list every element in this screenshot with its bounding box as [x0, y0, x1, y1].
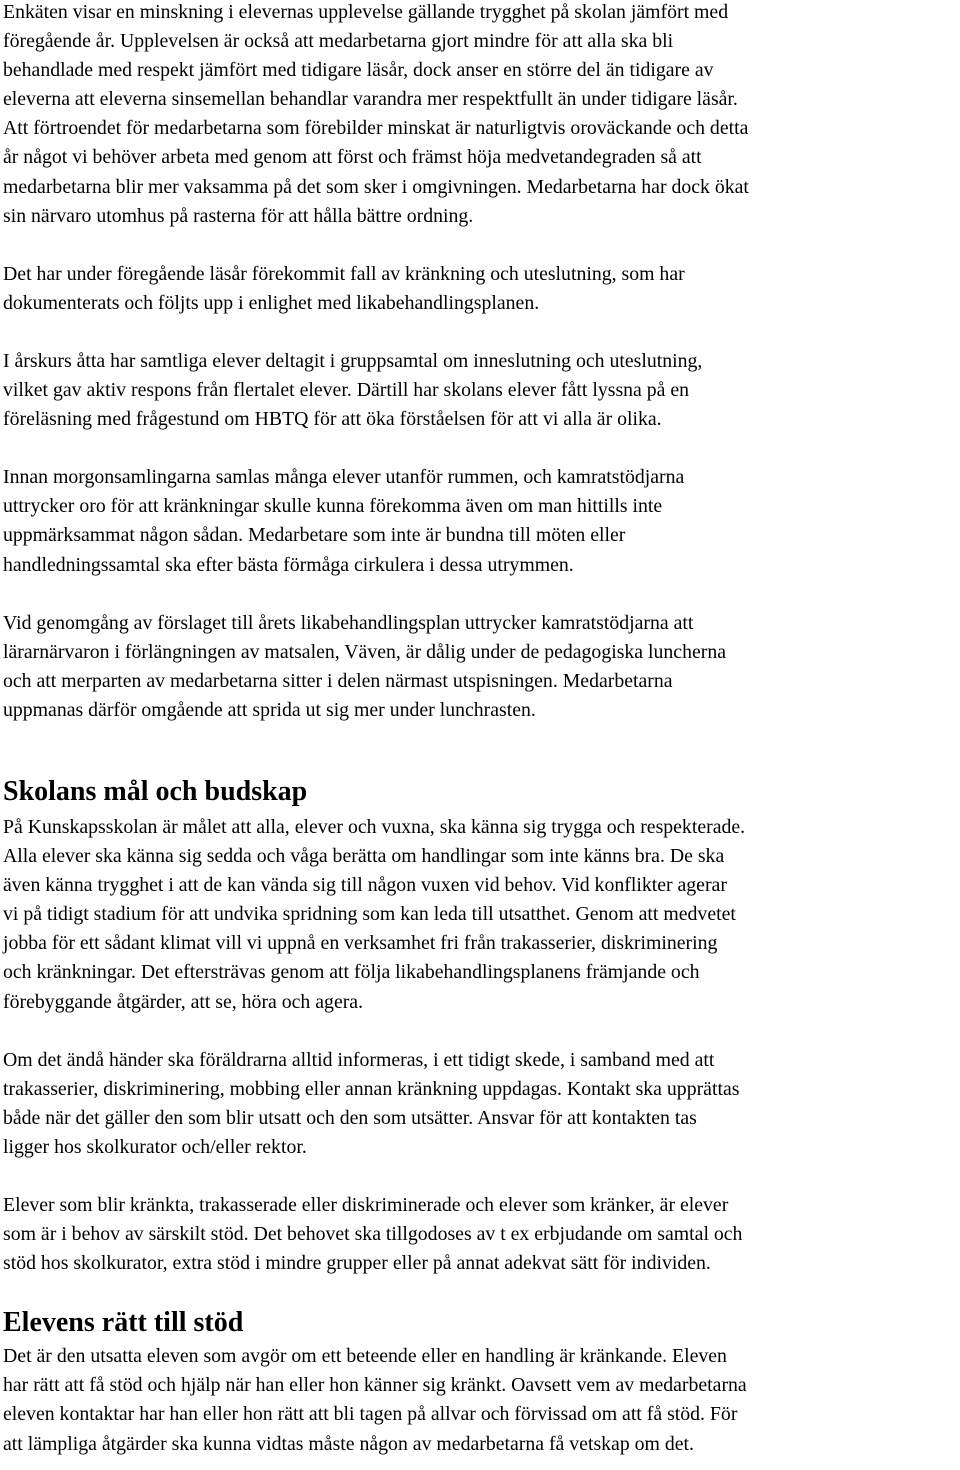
paragraph-group-talks: I årskurs åtta har samtliga elever deltagit i gruppsamtal om inneslutning och uteslutning, vilket gav aktiv respons från flertalet elever. Därtill har skolans elever fått lyssna på en föreläsning med frågestund om HBTQ för att öka förståelsen för att vi alla är olika.: [3, 349, 703, 431]
paragraph-morning-gatherings: Innan morgonsamlingarna samlas många elever utanför rummen, och kamratstödjarna uttrycker oro för att kränkningar skulle kunna förekomma även om man hittills inte uppmärksammat någon sådan. Medarbetare som inte är bundna till möten eller handledningssamtal ska efter bästa förmåga cirkulera i dessa utrymmen.: [3, 466, 685, 576]
paragraph-lunch-presence: Vid genomgång av förslaget till årets likabehandlingsplan uttrycker kamratstödjarna att lärarnärvaron i förlängningen av matsalen, Väven, är dålig under de pedagogiska luncherna och att merparten av medarbetarna sitter i delen närmast utspisningen. Medarbetarna uppmanas därför omgående att sprida ut sig mer under lunchrasten.: [3, 611, 727, 721]
section-heading-student-support: Elevens rätt till stöd: [3, 1307, 244, 1339]
paragraph-special-support: Elever som blir kränkta, trakasserade eller diskriminerade och elever som kränker, är elever som är i behov av särskilt stöd. Det behovet ska tillgodoses av t ex erbjudande om samtal och stöd hos skolkurator, extra stöd i mindre grupper eller på annat adekvat sätt för individen.: [3, 1194, 743, 1275]
paragraph-student-rights: Det är den utsatta eleven som avgör om ett beteende eller en handling är kränkande. Eleven har rätt att få stöd och hjälp när han eller hon känner sig kränkt. Oavsett vem av medarbetarna eleven kontaktar har han eller hon rätt att bli tagen på allvar och förvissad om att få stöd. För att lämpliga åtgärder ska kunna vidtas måste någon av medarbetarna få vetskap om det.: [3, 1345, 747, 1455]
paragraph-incidents: Det har under föregående läsår förekommit fall av kränkning och uteslutning, som har dokumenterats och följts upp i enlighet med likabehandlingsplanen.: [3, 262, 685, 314]
paragraph-goals: På Kunskapsskolan är målet att alla, elever och vuxna, ska känna sig trygga och respekterade. Alla elever ska känna sig sedda och våga berätta om handlingar som inte känns bra. De ska även känna trygghet i att de kan vända sig till någon vuxen vid behov. Vid konflikter agerar vi på tidigt stadium för att undvika spridning som kan leda till utsatthet. Genom att medvetet jobba för ett sådant klimat vill vi uppnå en verksamhet fri från trakasserier, diskriminering och kränkningar. Det eftersträvas genom att följa likabehandlingsplanens främjande och förebyggande åtgärder, att se, höra och agera.: [3, 815, 746, 1013]
section-heading-goals: Skolans mål och budskap: [3, 775, 308, 807]
document-page: [3, 0, 958, 1459]
paragraph-parents-informed: Om det ändå händer ska föräldrarna alltid informeras, i ett tidigt skede, i samband med att trakasserier, diskriminering, mobbing eller annan kränkning uppdagas. Kontakt ska upprättas både när det gäller den som blir utsatt och den som utsätter. Ansvar för att kontakten tas ligger hos skolkurator och/eller rektor.: [3, 1048, 740, 1158]
paragraph-survey-results: Enkäten visar en minskning i elevernas upplevelse gällande trygghet på skolan jämfört med föregående år. Upplevelsen är också att medarbetarna gjort mindre för att alla ska bli behandlade med respekt jämfört med tidigare läsår, dock anser en större del än tidigare av eleverna att eleverna sinsemellan behandlar varandra mer respektfullt än under tidigare läsår. Att förtroendet för medarbetarna som förebilder minskat är naturligtvis oroväckande och detta år något vi behöver arbeta med genom att först och främst höja medvetandegraden så att medarbetarna blir mer vaksamma på det som sker i omgivningen. Medarbetarna har dock ökat sin närvaro utomhus på rasterna för att hålla bättre ordning.: [3, 1, 749, 227]
